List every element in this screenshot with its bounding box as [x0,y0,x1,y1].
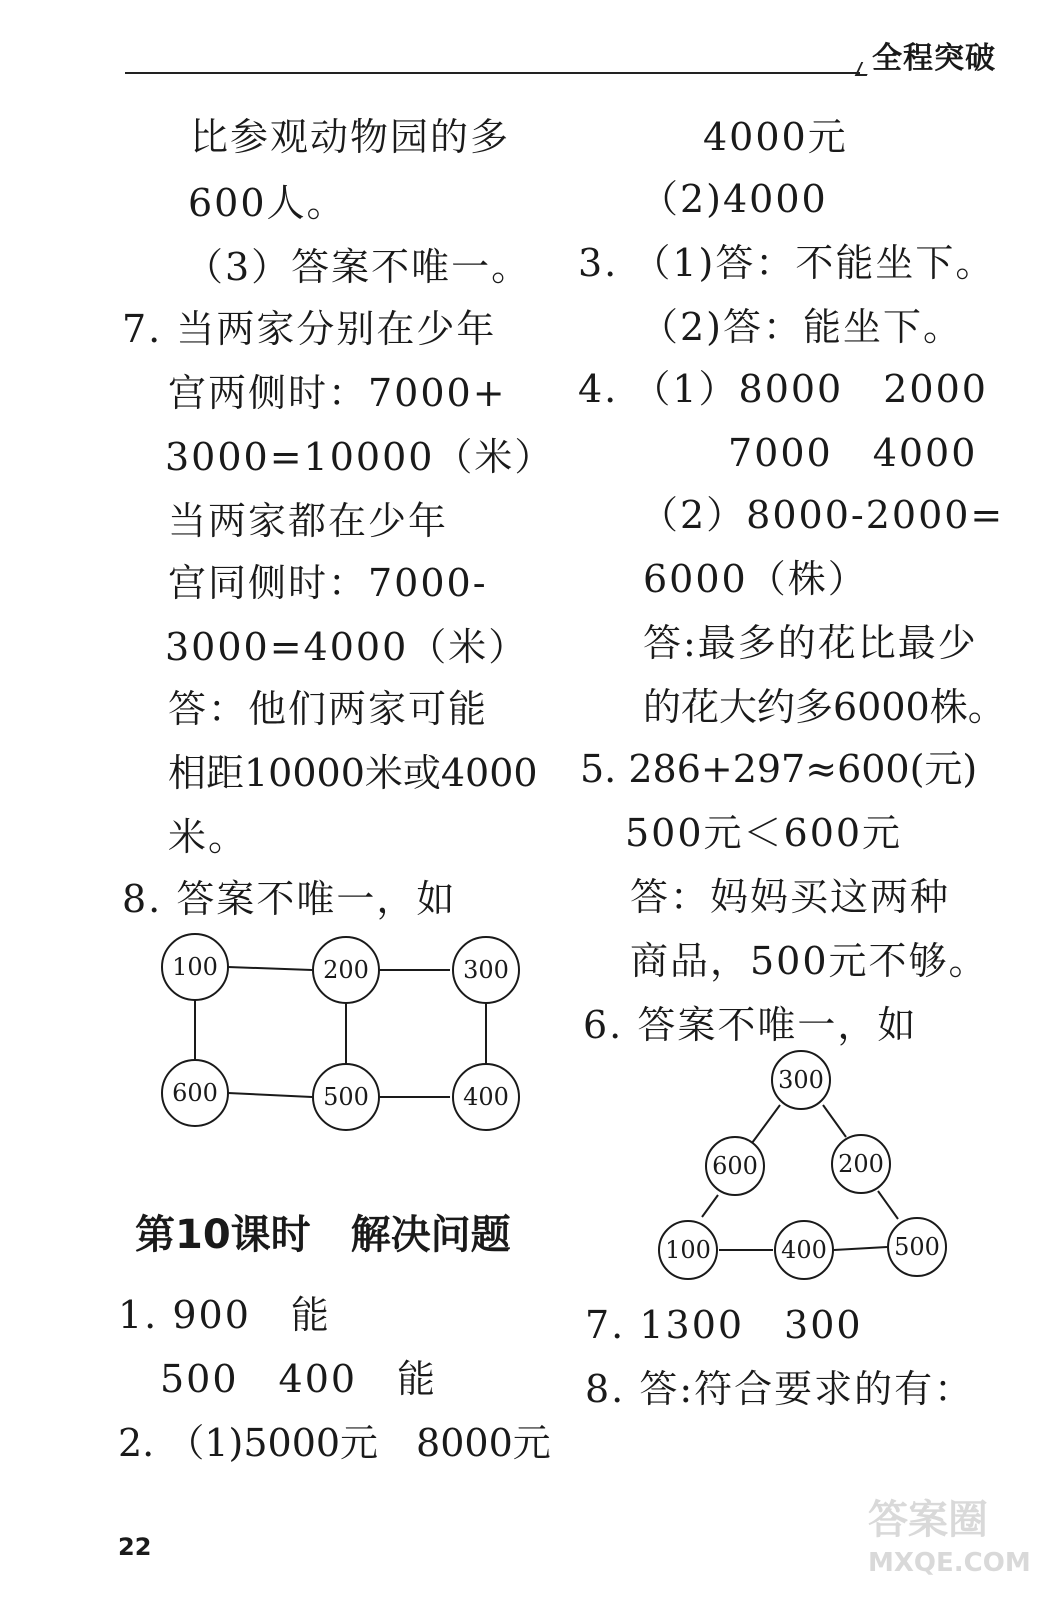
node-label: 300 [463,956,509,984]
answer-line: 宫两侧时：7000+ [168,371,507,415]
edge [228,967,312,970]
answer-line: 600人。 [188,181,347,225]
number-grid-diagram [150,925,540,1135]
node-label: 100 [172,953,218,981]
node-label: 200 [323,956,369,984]
answer-line: （3）答案不唯一。 [185,245,532,289]
node-label: 400 [463,1083,509,1111]
answer-line: 宫同侧时：7000- [168,561,488,605]
node-label: 500 [894,1233,940,1261]
answer-line: 7000 4000 [728,431,978,475]
page-number: 22 [118,1533,152,1561]
answer-line: 6. 答案不唯一，如 [583,1003,918,1047]
answer-line: 8. 答案不唯一，如 [122,877,457,921]
node-label: 100 [665,1236,711,1264]
answer-line: 答:最多的花比最少 [643,621,978,665]
node-label: 200 [838,1150,884,1178]
watermark-logo: 答案圈 [868,1497,988,1543]
edge [752,1105,780,1143]
watermark-url: MXQE.COM [868,1548,1031,1578]
answer-line: 7. 当两家分别在少年 [122,307,497,351]
edge [702,1195,718,1217]
answer-line: （2）8000-2000= [640,493,1005,537]
answer-line: 8. 答:符合要求的有： [585,1367,975,1411]
section-title: 第10课时 解决问题 [135,1212,511,1258]
node-label: 600 [712,1152,758,1180]
answer-line: 3000=10000（米） [165,435,555,479]
header-rule-hook [855,62,874,76]
answer-line: 3000=4000（米） [165,625,529,669]
answer-line: 米。 [168,815,249,859]
answer-line: 6000（株） [643,557,868,601]
number-triangle-diagram [650,1045,960,1285]
answer-line: 4. （1）8000 2000 [578,367,988,411]
header-rule [125,72,860,74]
answer-line: 3. （1)答：不能坐下。 [578,241,996,285]
answer-line: 相距10000米或4000 [168,751,538,795]
answer-line: 当两家都在少年 [168,499,449,543]
answer-line: 1. 900 能 [118,1293,331,1337]
answer-line: 500元＜600元 [625,811,903,855]
node-label: 300 [778,1066,824,1094]
edge [228,1093,312,1097]
edge [823,1105,846,1137]
edge [878,1191,898,1219]
answer-line: （2)4000 [640,177,828,221]
answer-line: 的花大约多6000株。 [643,685,1006,729]
answer-line: （2)答：能坐下。 [640,305,964,349]
answer-line: 答：他们两家可能 [168,687,489,731]
answer-line: 比参观动物园的多 [190,115,511,159]
answer-line: 答：妈妈买这两种 [630,875,951,919]
node-label: 400 [781,1236,827,1264]
node-label: 600 [172,1079,218,1107]
edge [834,1247,887,1250]
node-label: 500 [323,1083,369,1111]
answer-line: 4000元 [703,115,848,159]
header-title: 全程突破 [872,41,996,76]
answer-line: 2. （1)5000元 8000元 [118,1421,551,1465]
answer-line: 5. 286+297≈600(元) [580,747,978,791]
answer-line: 7. 1300 300 [585,1303,863,1347]
answer-line: 500 400 能 [160,1357,438,1401]
answer-line: 商品，500元不够。 [630,939,989,983]
